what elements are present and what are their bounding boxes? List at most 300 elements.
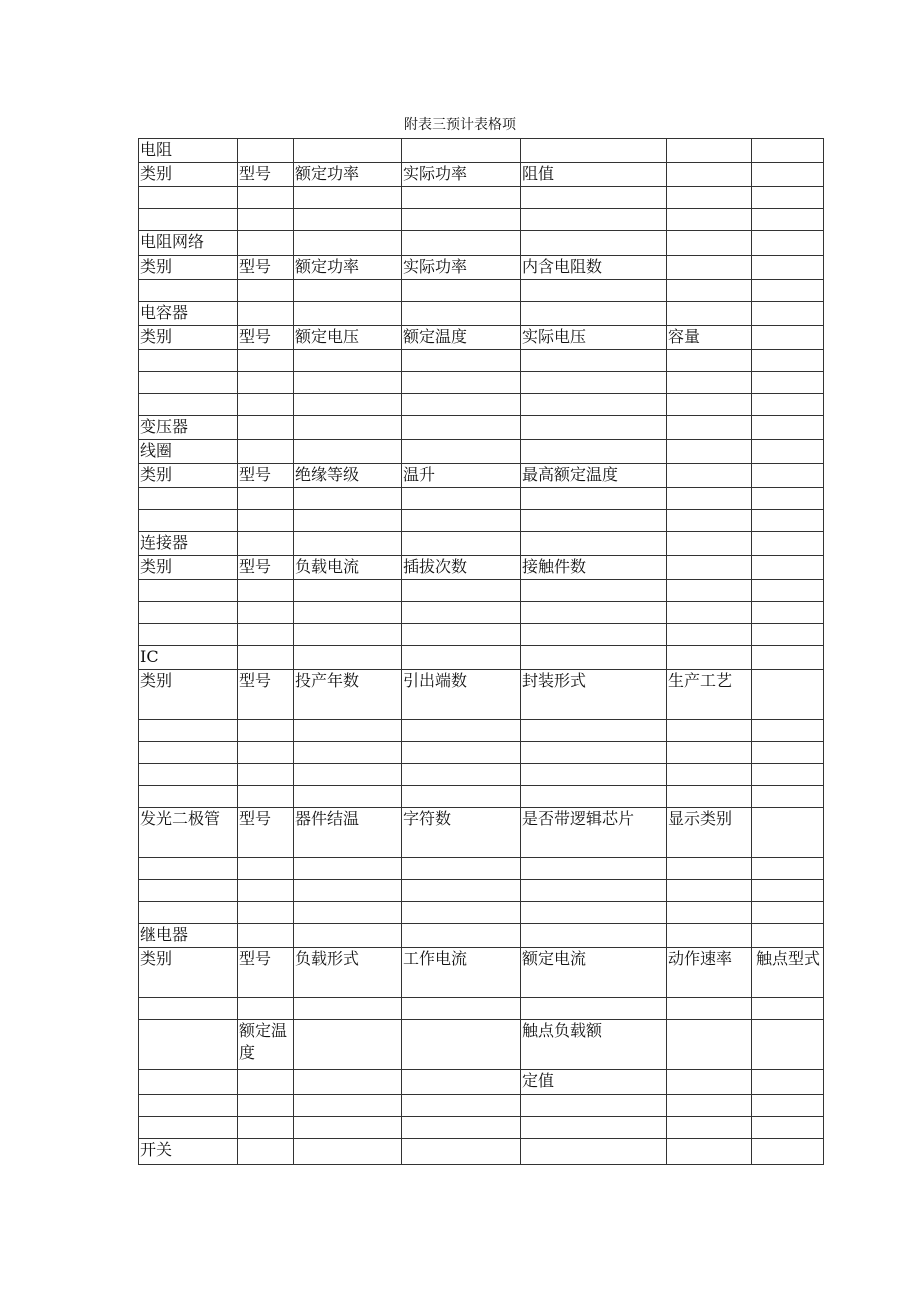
table-cell <box>294 602 402 624</box>
table-cell <box>402 440 521 464</box>
table-cell <box>752 786 824 808</box>
table-cell <box>294 231 402 256</box>
table-cell: 型号 <box>238 256 294 280</box>
table-cell <box>238 998 294 1020</box>
table-cell <box>294 742 402 764</box>
table-cell: 型号 <box>238 464 294 488</box>
table-cell <box>521 510 667 532</box>
table-cell <box>752 1070 824 1095</box>
table-cell <box>294 902 402 924</box>
table-cell: 生产工艺 <box>667 670 752 720</box>
table-cell <box>238 139 294 163</box>
table-cell <box>294 350 402 372</box>
table-cell <box>139 624 238 646</box>
table-cell <box>521 1095 667 1117</box>
table-cell: 字符数 <box>402 808 521 858</box>
table-cell: 型号 <box>238 163 294 187</box>
table-cell: 显示类别 <box>667 808 752 858</box>
table-cell <box>238 372 294 394</box>
table-row <box>139 532 824 556</box>
table-cell <box>667 858 752 880</box>
table-cell: 接触件数 <box>521 556 667 580</box>
table-cell <box>139 880 238 902</box>
table-cell <box>402 302 521 326</box>
table-cell <box>667 302 752 326</box>
table-cell <box>139 187 238 209</box>
table-cell <box>402 902 521 924</box>
table-row <box>139 580 824 602</box>
table-cell <box>521 646 667 670</box>
table-cell <box>521 880 667 902</box>
table-cell <box>667 187 752 209</box>
table-cell <box>667 580 752 602</box>
table-cell <box>294 786 402 808</box>
table-row <box>139 858 824 880</box>
table-cell <box>402 1020 521 1070</box>
table-cell <box>667 646 752 670</box>
table-cell: 额定电压 <box>294 326 402 350</box>
table-cell: 电阻 <box>139 139 238 163</box>
table-cell: 负载形式 <box>294 948 402 998</box>
estimate-items-table <box>138 138 824 1165</box>
table-row <box>139 372 824 394</box>
table-cell <box>521 440 667 464</box>
table-cell: 额定电流 <box>521 948 667 998</box>
table-cell <box>752 326 824 350</box>
table-cell <box>238 902 294 924</box>
table-cell <box>667 902 752 924</box>
table-cell <box>139 742 238 764</box>
table-cell <box>238 187 294 209</box>
table-cell <box>238 302 294 326</box>
table-row <box>139 902 824 924</box>
table-cell <box>521 488 667 510</box>
table-cell <box>521 858 667 880</box>
table-cell <box>402 280 521 302</box>
table-row <box>139 464 824 488</box>
table-row <box>139 326 824 350</box>
table-cell <box>752 510 824 532</box>
table-cell <box>402 998 521 1020</box>
table-cell <box>139 720 238 742</box>
table-row <box>139 602 824 624</box>
table-cell: 绝缘等级 <box>294 464 402 488</box>
table-cell: 线圈 <box>139 440 238 464</box>
table-cell <box>238 350 294 372</box>
table-cell: 类别 <box>139 464 238 488</box>
table-cell: 实际电压 <box>521 326 667 350</box>
table-cell <box>402 372 521 394</box>
table-row <box>139 720 824 742</box>
table-cell <box>752 280 824 302</box>
table-cell <box>667 280 752 302</box>
table-row <box>139 488 824 510</box>
table-cell: 连接器 <box>139 532 238 556</box>
table-cell <box>294 302 402 326</box>
table-cell: 发光二极管 <box>139 808 238 858</box>
table-cell <box>139 394 238 416</box>
table-cell <box>238 1095 294 1117</box>
table-cell <box>139 786 238 808</box>
table-cell <box>238 880 294 902</box>
table-cell <box>294 394 402 416</box>
table-cell: 是否带逻辑芯片 <box>521 808 667 858</box>
table-cell <box>294 416 402 440</box>
table-cell <box>139 372 238 394</box>
table-row <box>139 1139 824 1165</box>
table-row <box>139 742 824 764</box>
table-cell <box>294 924 402 948</box>
table-cell <box>294 1020 402 1070</box>
table-cell <box>667 1139 752 1165</box>
table-cell: 定值 <box>521 1070 667 1095</box>
table-row <box>139 1070 824 1095</box>
table-cell <box>667 720 752 742</box>
table-cell <box>238 764 294 786</box>
table-cell <box>521 580 667 602</box>
table-cell <box>238 580 294 602</box>
table-cell <box>294 1117 402 1139</box>
table-cell <box>402 209 521 231</box>
table-cell <box>238 602 294 624</box>
table-row <box>139 924 824 948</box>
table-cell: 额定温度 <box>238 1020 294 1070</box>
table-row <box>139 139 824 163</box>
table-cell <box>402 720 521 742</box>
table-cell <box>667 350 752 372</box>
table-cell <box>667 1020 752 1070</box>
table-cell <box>521 394 667 416</box>
table-cell <box>521 602 667 624</box>
table-cell <box>294 646 402 670</box>
table-cell <box>752 416 824 440</box>
table-cell <box>752 880 824 902</box>
table-cell <box>238 209 294 231</box>
table-cell <box>402 742 521 764</box>
table-cell <box>402 924 521 948</box>
table-cell <box>752 580 824 602</box>
table-row <box>139 163 824 187</box>
table-cell <box>402 187 521 209</box>
table-cell <box>667 624 752 646</box>
table-cell <box>667 416 752 440</box>
table-cell <box>139 998 238 1020</box>
table-row <box>139 510 824 532</box>
table-cell: 继电器 <box>139 924 238 948</box>
table-cell <box>402 510 521 532</box>
table-cell <box>667 880 752 902</box>
table-cell <box>139 350 238 372</box>
table-cell <box>402 602 521 624</box>
table-row <box>139 187 824 209</box>
table-cell: 实际功率 <box>402 256 521 280</box>
table-cell <box>139 764 238 786</box>
table-row <box>139 786 824 808</box>
table-row <box>139 209 824 231</box>
table-cell <box>752 1139 824 1165</box>
table-cell <box>667 394 752 416</box>
table-cell <box>752 808 824 858</box>
table-cell: 工作电流 <box>402 948 521 998</box>
table-cell <box>667 764 752 786</box>
table-cell: 型号 <box>238 326 294 350</box>
table-row <box>139 998 824 1020</box>
table-cell <box>294 858 402 880</box>
table-cell <box>521 720 667 742</box>
table-cell <box>752 1117 824 1139</box>
table-cell <box>294 1139 402 1165</box>
table-cell <box>402 880 521 902</box>
table-cell: 触点负载额 <box>521 1020 667 1070</box>
table-cell <box>667 602 752 624</box>
table-cell <box>667 1070 752 1095</box>
table-cell <box>521 187 667 209</box>
table-cell <box>752 139 824 163</box>
table-cell <box>402 231 521 256</box>
table-cell <box>294 1070 402 1095</box>
table-cell <box>402 1117 521 1139</box>
table-cell: 动作速率 <box>667 948 752 998</box>
table-cell <box>139 858 238 880</box>
table-cell: 阻值 <box>521 163 667 187</box>
table-cell <box>752 440 824 464</box>
table-row <box>139 880 824 902</box>
table-cell <box>238 488 294 510</box>
table-cell <box>752 209 824 231</box>
table-row <box>139 808 824 858</box>
table-cell <box>667 231 752 256</box>
table-cell <box>752 764 824 786</box>
table-cell <box>294 580 402 602</box>
table-cell <box>667 556 752 580</box>
table-cell: 额定温度 <box>402 326 521 350</box>
table-cell <box>139 510 238 532</box>
table-cell: 封装形式 <box>521 670 667 720</box>
table-cell <box>139 1070 238 1095</box>
table-cell <box>238 786 294 808</box>
table-cell <box>667 372 752 394</box>
table-cell <box>294 139 402 163</box>
table-cell: 开关 <box>139 1139 238 1165</box>
table-cell <box>238 646 294 670</box>
table-row <box>139 1095 824 1117</box>
table-cell <box>521 532 667 556</box>
table-cell <box>402 786 521 808</box>
table-cell <box>521 742 667 764</box>
table-cell <box>238 416 294 440</box>
table-cell <box>294 209 402 231</box>
table-cell <box>667 998 752 1020</box>
table-cell <box>667 440 752 464</box>
table-cell <box>752 742 824 764</box>
table-cell <box>521 280 667 302</box>
table-cell <box>521 139 667 163</box>
table-cell <box>667 924 752 948</box>
table-cell <box>667 488 752 510</box>
table-cell <box>139 1117 238 1139</box>
table-cell <box>402 488 521 510</box>
table-cell <box>294 532 402 556</box>
table-row <box>139 416 824 440</box>
table-cell <box>752 720 824 742</box>
table-cell: 实际功率 <box>402 163 521 187</box>
table-cell: 变压器 <box>139 416 238 440</box>
table-cell <box>667 742 752 764</box>
table-cell: 类别 <box>139 670 238 720</box>
table-cell <box>521 372 667 394</box>
table-row <box>139 624 824 646</box>
table-cell <box>667 464 752 488</box>
table-row <box>139 394 824 416</box>
table-cell <box>402 394 521 416</box>
table-cell: 电阻网络 <box>139 231 238 256</box>
table-cell: 触点型式 <box>752 948 824 998</box>
table-cell: 类别 <box>139 556 238 580</box>
table-cell <box>238 924 294 948</box>
table-cell <box>238 394 294 416</box>
table-cell <box>667 532 752 556</box>
table-row <box>139 350 824 372</box>
table-cell <box>238 624 294 646</box>
table-cell <box>752 372 824 394</box>
table-cell <box>521 209 667 231</box>
table-cell <box>752 394 824 416</box>
table-cell: 引出端数 <box>402 670 521 720</box>
table-cell <box>752 858 824 880</box>
table-row <box>139 256 824 280</box>
table-cell <box>238 1139 294 1165</box>
table-cell: 插拔次数 <box>402 556 521 580</box>
table-row <box>139 556 824 580</box>
table-cell <box>752 464 824 488</box>
table-cell <box>752 532 824 556</box>
table-cell: 容量 <box>667 326 752 350</box>
table-cell <box>402 1070 521 1095</box>
table-cell: 额定功率 <box>294 256 402 280</box>
table-cell <box>402 139 521 163</box>
table-cell <box>238 1070 294 1095</box>
table-cell <box>139 902 238 924</box>
table-cell <box>752 624 824 646</box>
table-cell <box>238 440 294 464</box>
table-row <box>139 646 824 670</box>
table-cell <box>521 416 667 440</box>
table-cell <box>667 256 752 280</box>
table-cell <box>238 1117 294 1139</box>
table-cell <box>752 187 824 209</box>
table-cell <box>667 510 752 532</box>
table-cell <box>521 1139 667 1165</box>
table-cell <box>402 764 521 786</box>
table-cell <box>402 580 521 602</box>
table-cell <box>139 580 238 602</box>
table-cell <box>238 280 294 302</box>
table-cell: 类别 <box>139 326 238 350</box>
table-body <box>139 139 824 1165</box>
table-cell <box>752 902 824 924</box>
table-row <box>139 670 824 720</box>
table-cell: 型号 <box>238 670 294 720</box>
table-cell <box>752 924 824 948</box>
table-cell: 器件结温 <box>294 808 402 858</box>
table-row <box>139 302 824 326</box>
table-row <box>139 764 824 786</box>
table-cell <box>402 532 521 556</box>
table-cell <box>294 372 402 394</box>
table-row <box>139 948 824 998</box>
table-cell <box>238 532 294 556</box>
table-cell <box>294 880 402 902</box>
table-cell <box>139 1020 238 1070</box>
table-cell: 电容器 <box>139 302 238 326</box>
table-row <box>139 231 824 256</box>
table-cell <box>521 902 667 924</box>
table-cell <box>521 350 667 372</box>
table-cell <box>521 1117 667 1139</box>
table-cell <box>139 488 238 510</box>
table-cell <box>667 1095 752 1117</box>
table-cell <box>521 998 667 1020</box>
table-row <box>139 1117 824 1139</box>
table-cell <box>521 302 667 326</box>
table-cell <box>238 858 294 880</box>
table-cell <box>238 510 294 532</box>
table-cell <box>752 256 824 280</box>
table-cell <box>139 602 238 624</box>
table-cell <box>139 209 238 231</box>
table-cell <box>238 742 294 764</box>
table-cell: 投产年数 <box>294 670 402 720</box>
table-cell: 型号 <box>238 948 294 998</box>
table-cell <box>752 602 824 624</box>
table-cell: IC <box>139 646 238 670</box>
table-cell: 最高额定温度 <box>521 464 667 488</box>
table-row <box>139 280 824 302</box>
table-cell: 额定功率 <box>294 163 402 187</box>
table-row <box>139 1020 824 1070</box>
table-cell <box>667 139 752 163</box>
table-cell <box>402 646 521 670</box>
table-cell <box>139 280 238 302</box>
table-cell <box>294 624 402 646</box>
table-cell <box>294 998 402 1020</box>
table-cell <box>521 786 667 808</box>
table-cell <box>402 624 521 646</box>
table-row <box>139 440 824 464</box>
table-cell: 型号 <box>238 808 294 858</box>
table-cell: 类别 <box>139 256 238 280</box>
table-cell <box>752 488 824 510</box>
table-cell: 类别 <box>139 948 238 998</box>
table-cell: 负载电流 <box>294 556 402 580</box>
table-cell <box>521 624 667 646</box>
table-cell <box>294 440 402 464</box>
table-cell <box>294 280 402 302</box>
table-cell <box>294 720 402 742</box>
table-cell <box>238 720 294 742</box>
table-cell <box>752 1020 824 1070</box>
table-cell <box>238 231 294 256</box>
table-cell <box>667 786 752 808</box>
table-cell <box>294 1095 402 1117</box>
table-cell <box>521 231 667 256</box>
table-cell: 型号 <box>238 556 294 580</box>
table-cell <box>752 646 824 670</box>
table-cell <box>752 998 824 1020</box>
table-cell <box>294 764 402 786</box>
table-cell <box>402 416 521 440</box>
table-cell <box>402 1095 521 1117</box>
